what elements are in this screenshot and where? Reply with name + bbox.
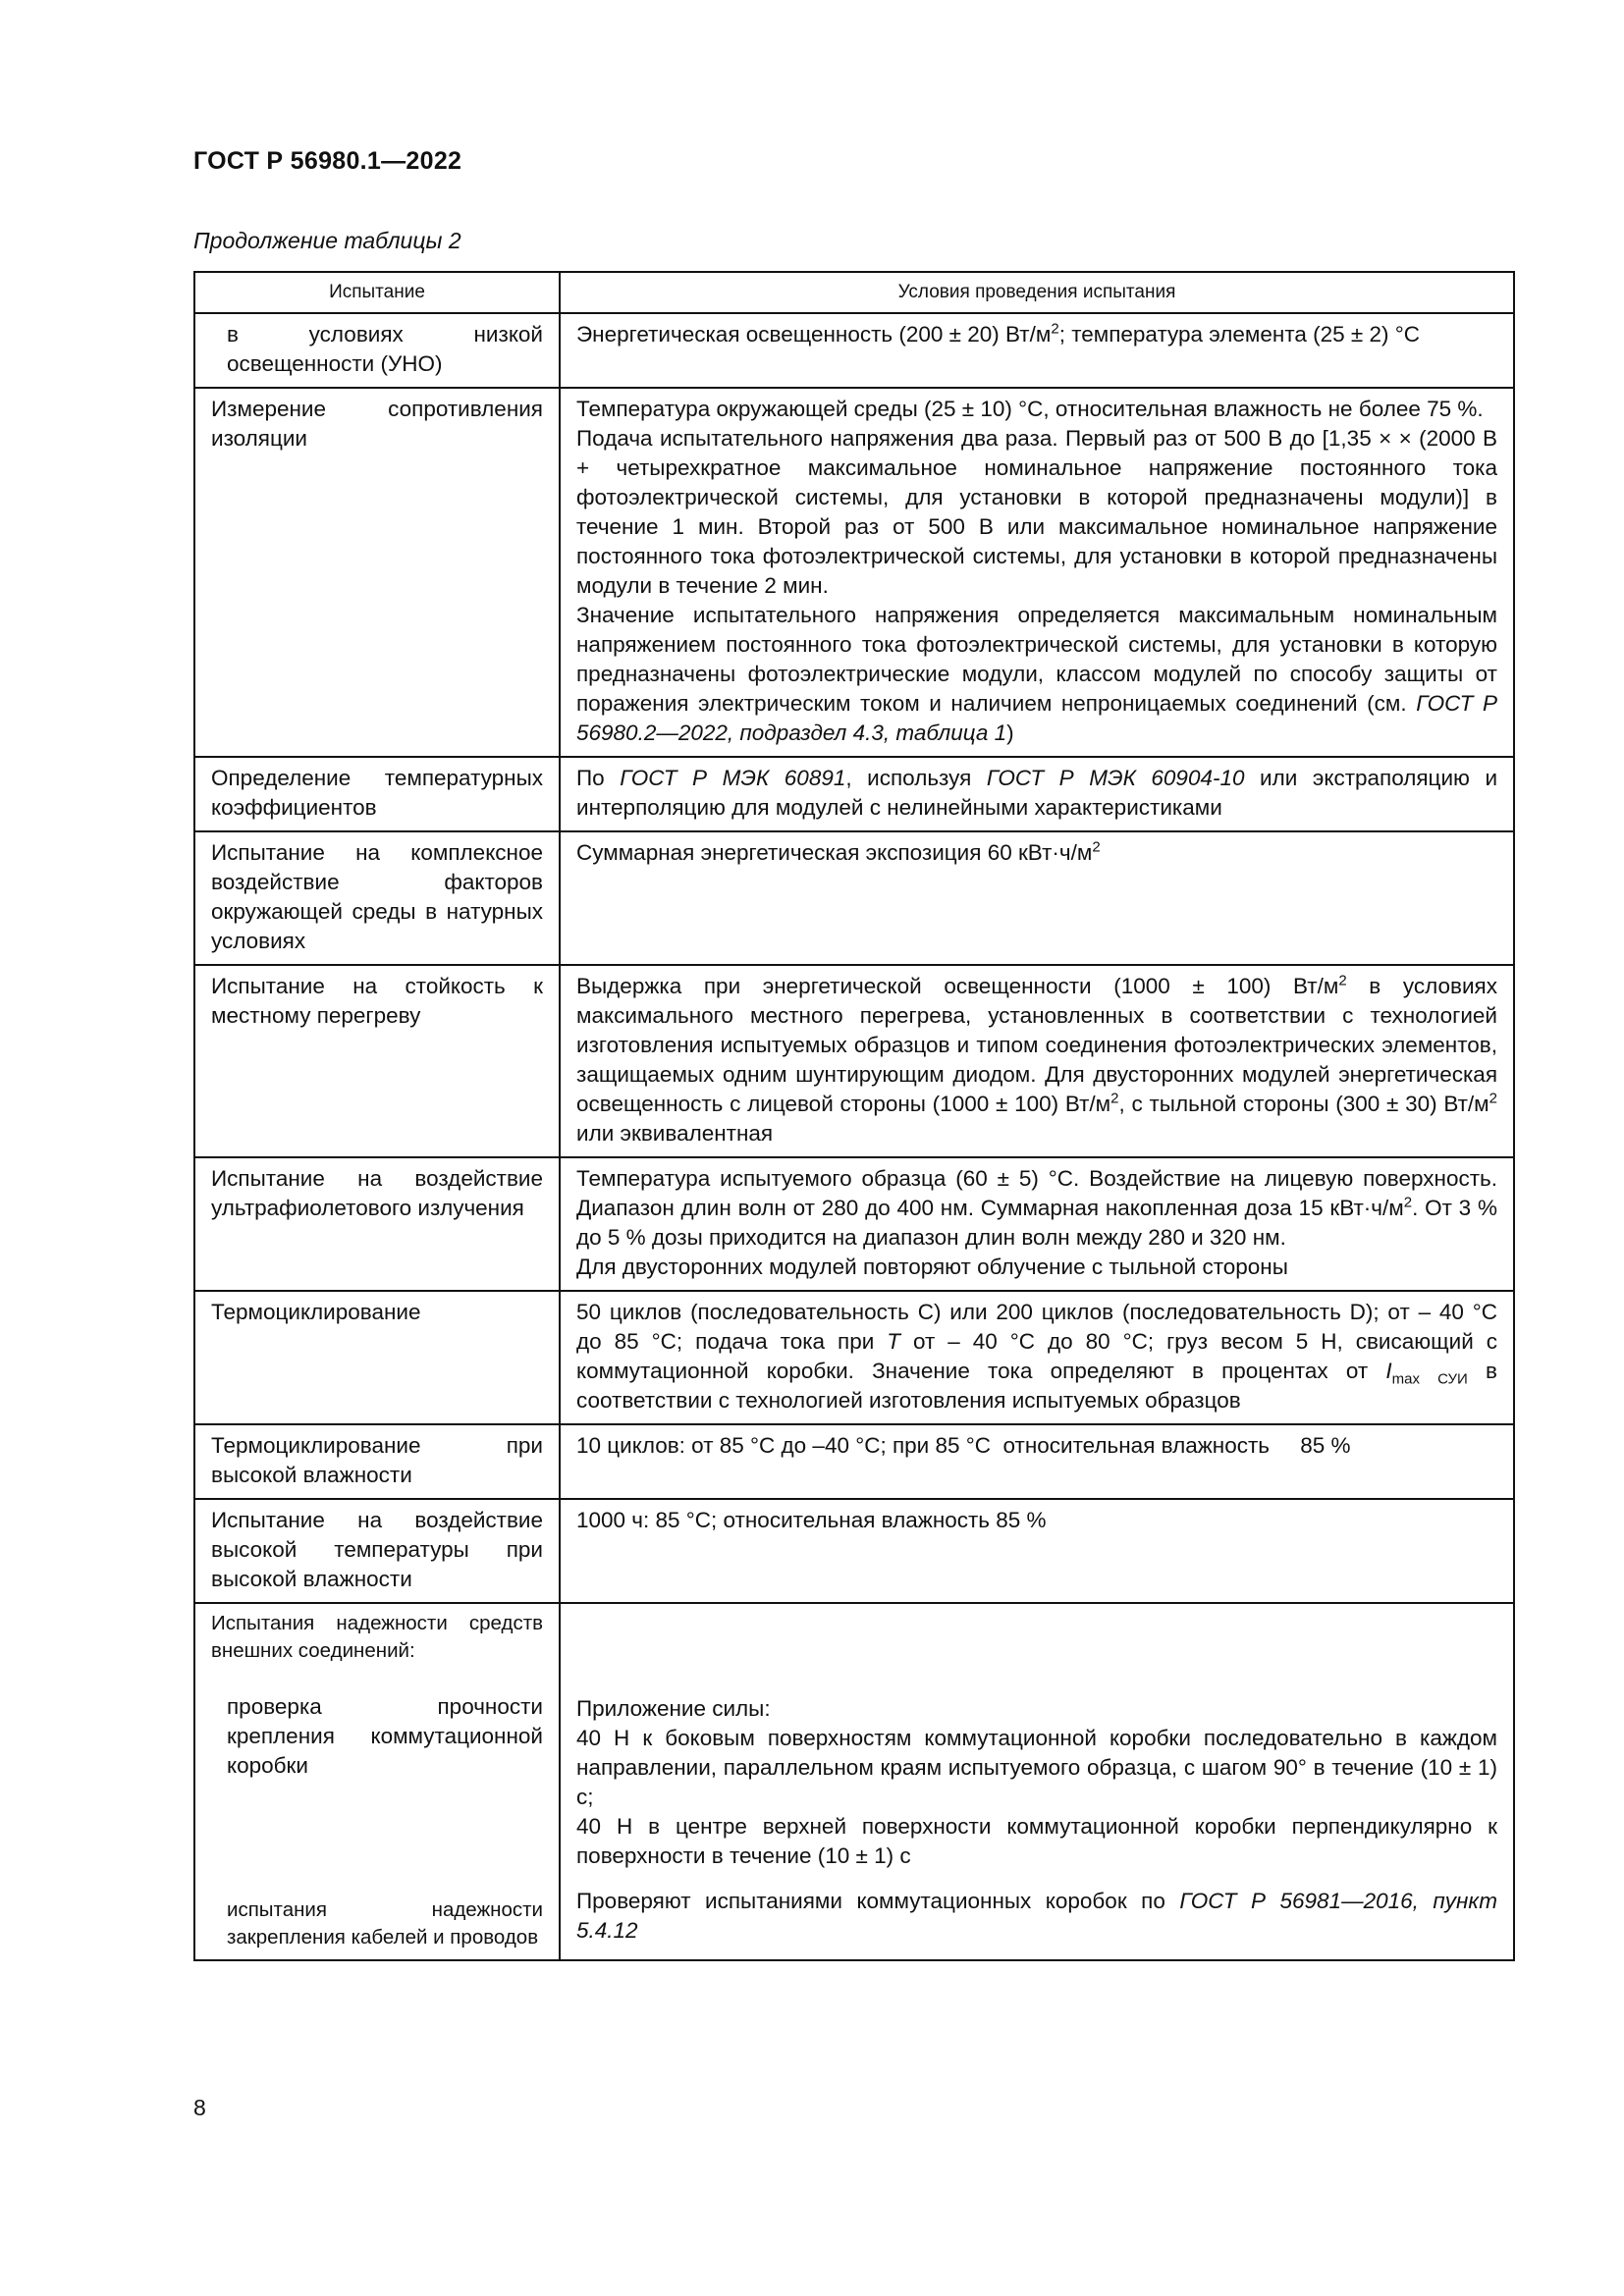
test-name: в условиях низкой освещенности (УНО) [227, 322, 543, 376]
conditions-cell: Температура испытуемого образца (60 ± 5) °С. Воздействие на лицевую поверхность. Диапазон длин волн от 280 до 400 нм. Суммарная накопленная доза 15 $кВт\cdot ч/м^2$. От 3 % до 5 % дозы приходится на диапазон длин волн между 280 и 320 нм. Для двусторонних модулей повторяют облучение с тыльной стороны [560, 1157, 1514, 1291]
test-group-title: Испытания надежности средств внешних соединений: [211, 1612, 543, 1662]
test-conditions-table [193, 271, 1515, 1961]
test-name: Испытание на стойкость к местному перегреву [211, 974, 543, 1028]
standard-reference: ГОСТ Р 56981—2016, пункт 5.4.12 [576, 1889, 1497, 1943]
conditions-cell: Выдержка при энергетической освещенности (1000 ± 100) $Вт/м^2$ в условиях максимального местного перегрева, установленных в соответствии с технологией изготовления испытуемых образцов и типом соединения фотоэлектрических элементов, защищаемых одним шунтирующим диодом. Для двусторонних модулей энергетическая освещенность с лицевой стороны (1000 ± 100) $Вт/м^2$, с тыльной стороны (300 ± 30) $Вт/м^2$ или эквивалентная [560, 965, 1514, 1157]
table-row [194, 1603, 1514, 1960]
table-row [194, 965, 1514, 1157]
table-row [194, 831, 1514, 965]
test-cell [194, 1424, 560, 1499]
test-name: Испытание на воздействие высокой температуры при высокой влажности [211, 1508, 543, 1591]
test-name: Испытание на воздействие ультрафиолетового излучения [211, 1166, 543, 1220]
table-row [194, 757, 1514, 831]
test-cell [194, 1291, 560, 1424]
test-cell [194, 1499, 560, 1603]
standard-reference: ГОСТ Р 56980.2—2022, подраздел 4.3, таблица 1 [576, 691, 1497, 745]
column-header-test: Испытание [194, 272, 560, 313]
table-row [194, 1291, 1514, 1424]
test-name: Термоциклирование [211, 1300, 421, 1324]
test-name: Измерение сопротивления изоляции [211, 397, 543, 451]
table-row [194, 313, 1514, 388]
test-name: Определение температурных коэффициентов [211, 766, 543, 820]
conditions-cell: Суммарная энергетическая экспозиция 60 $кВт\cdot ч/м^2$ [560, 831, 1514, 965]
standard-reference: ГОСТ Р МЭК 60891 [620, 766, 846, 790]
test-name: Испытание на комплексное воздействие факторов окружающей среды в натурных условиях [211, 840, 543, 953]
conditions-cell: По ГОСТ Р МЭК 60891, используя ГОСТ Р МЭК 60904-10 или экстраполяцию и интерполяцию для модулей с нелинейными характеристиками [560, 757, 1514, 831]
sub-test-name: проверка прочности крепления коммутационной коробки [227, 1694, 543, 1778]
conditions-cell: Температура окружающей среды (25 ± 10) °С, относительная влажность не более 75 %. Подача испытательного напряжения два раза. Первый раз от 500 В до [1,35 × × (2000 В + четырехкратное максимальное номинальное напряжение постоянного тока фотоэлектрической системы, для установки в которой предназначены модули)] в течение 1 мин. Второй раз от 500 В или максимальное номинальное напряжение постоянного тока фотоэлектрической системы, для установки в которой предназначены модули в течение 2 мин. Значение испытательного напряжения определяется максимальным номинальным напряжением постоянного тока фотоэлектрической системы, для установки в которую предназначены фотоэлектрические модули, классом модулей по способу защиты от поражения электрическим током и наличием непроницаемых соединений (см. ГОСТ Р 56980.2—2022, подраздел 4.3, таблица 1) [560, 388, 1514, 757]
table-row [194, 1157, 1514, 1291]
test-cell [194, 1603, 560, 1960]
test-cell [194, 965, 560, 1157]
table-row [194, 1424, 1514, 1499]
document-code: ГОСТ Р 56980.1—2022 [193, 147, 462, 175]
conditions-cell: 1000 ч: 85 °С; относительная влажность 85 % [560, 1499, 1514, 1603]
column-header-conditions: Условия проведения испытания [560, 272, 1514, 313]
table-row [194, 1499, 1514, 1603]
standard-reference: ГОСТ Р МЭК 60904-10 [986, 766, 1245, 790]
test-cell [194, 388, 560, 757]
conditions-cell: Энергетическая освещенность (200 ± 20) $Вт/м^2$; температура элемента (25 ± 2) °С [560, 313, 1514, 388]
test-cell [194, 757, 560, 831]
test-name: Термоциклирование при высокой влажности [211, 1433, 543, 1487]
table-row [194, 388, 1514, 757]
test-cell [194, 313, 560, 388]
test-cell [194, 1157, 560, 1291]
conditions-cell: Приложение силы: 40 Н к боковым поверхностям коммутационной коробки последовательно в каждом направлении, параллельном краям испытуемого образца, с шагом 90° в течение (10 ± 1) с; 40 Н в центре верхней поверхности коммутационной коробки перпендикулярно к поверхности в течение (10 ± 1) с Проверяют испытаниями коммутационных коробок по ГОСТ Р 56981—2016, пункт 5.4.12 [560, 1603, 1514, 1960]
table-header-row [194, 272, 1514, 313]
conditions-cell: 50 циклов (последовательность С) или 200 циклов (последовательность D); от – 40 °С до 85 °С; подача тока при T от – 40 °С до 80 °С; груз весом 5 Н, свисающий с коммутационной коробки. Значение тока определяют в процентах от $I_{max}$ $_{СУИ}$ в соответствии с технологией изготовления испытуемых образцов [560, 1291, 1514, 1424]
page-number: 8 [193, 2095, 206, 2120]
test-cell [194, 831, 560, 965]
conditions-cell: 10 циклов: от 85 °С до –40 °С; при 85 °С относительная влажность 85 % [560, 1424, 1514, 1499]
table-caption: Продолжение таблицы 2 [193, 228, 461, 253]
sub-test-name: испытания надежности закрепления кабелей и проводов [227, 1898, 543, 1949]
